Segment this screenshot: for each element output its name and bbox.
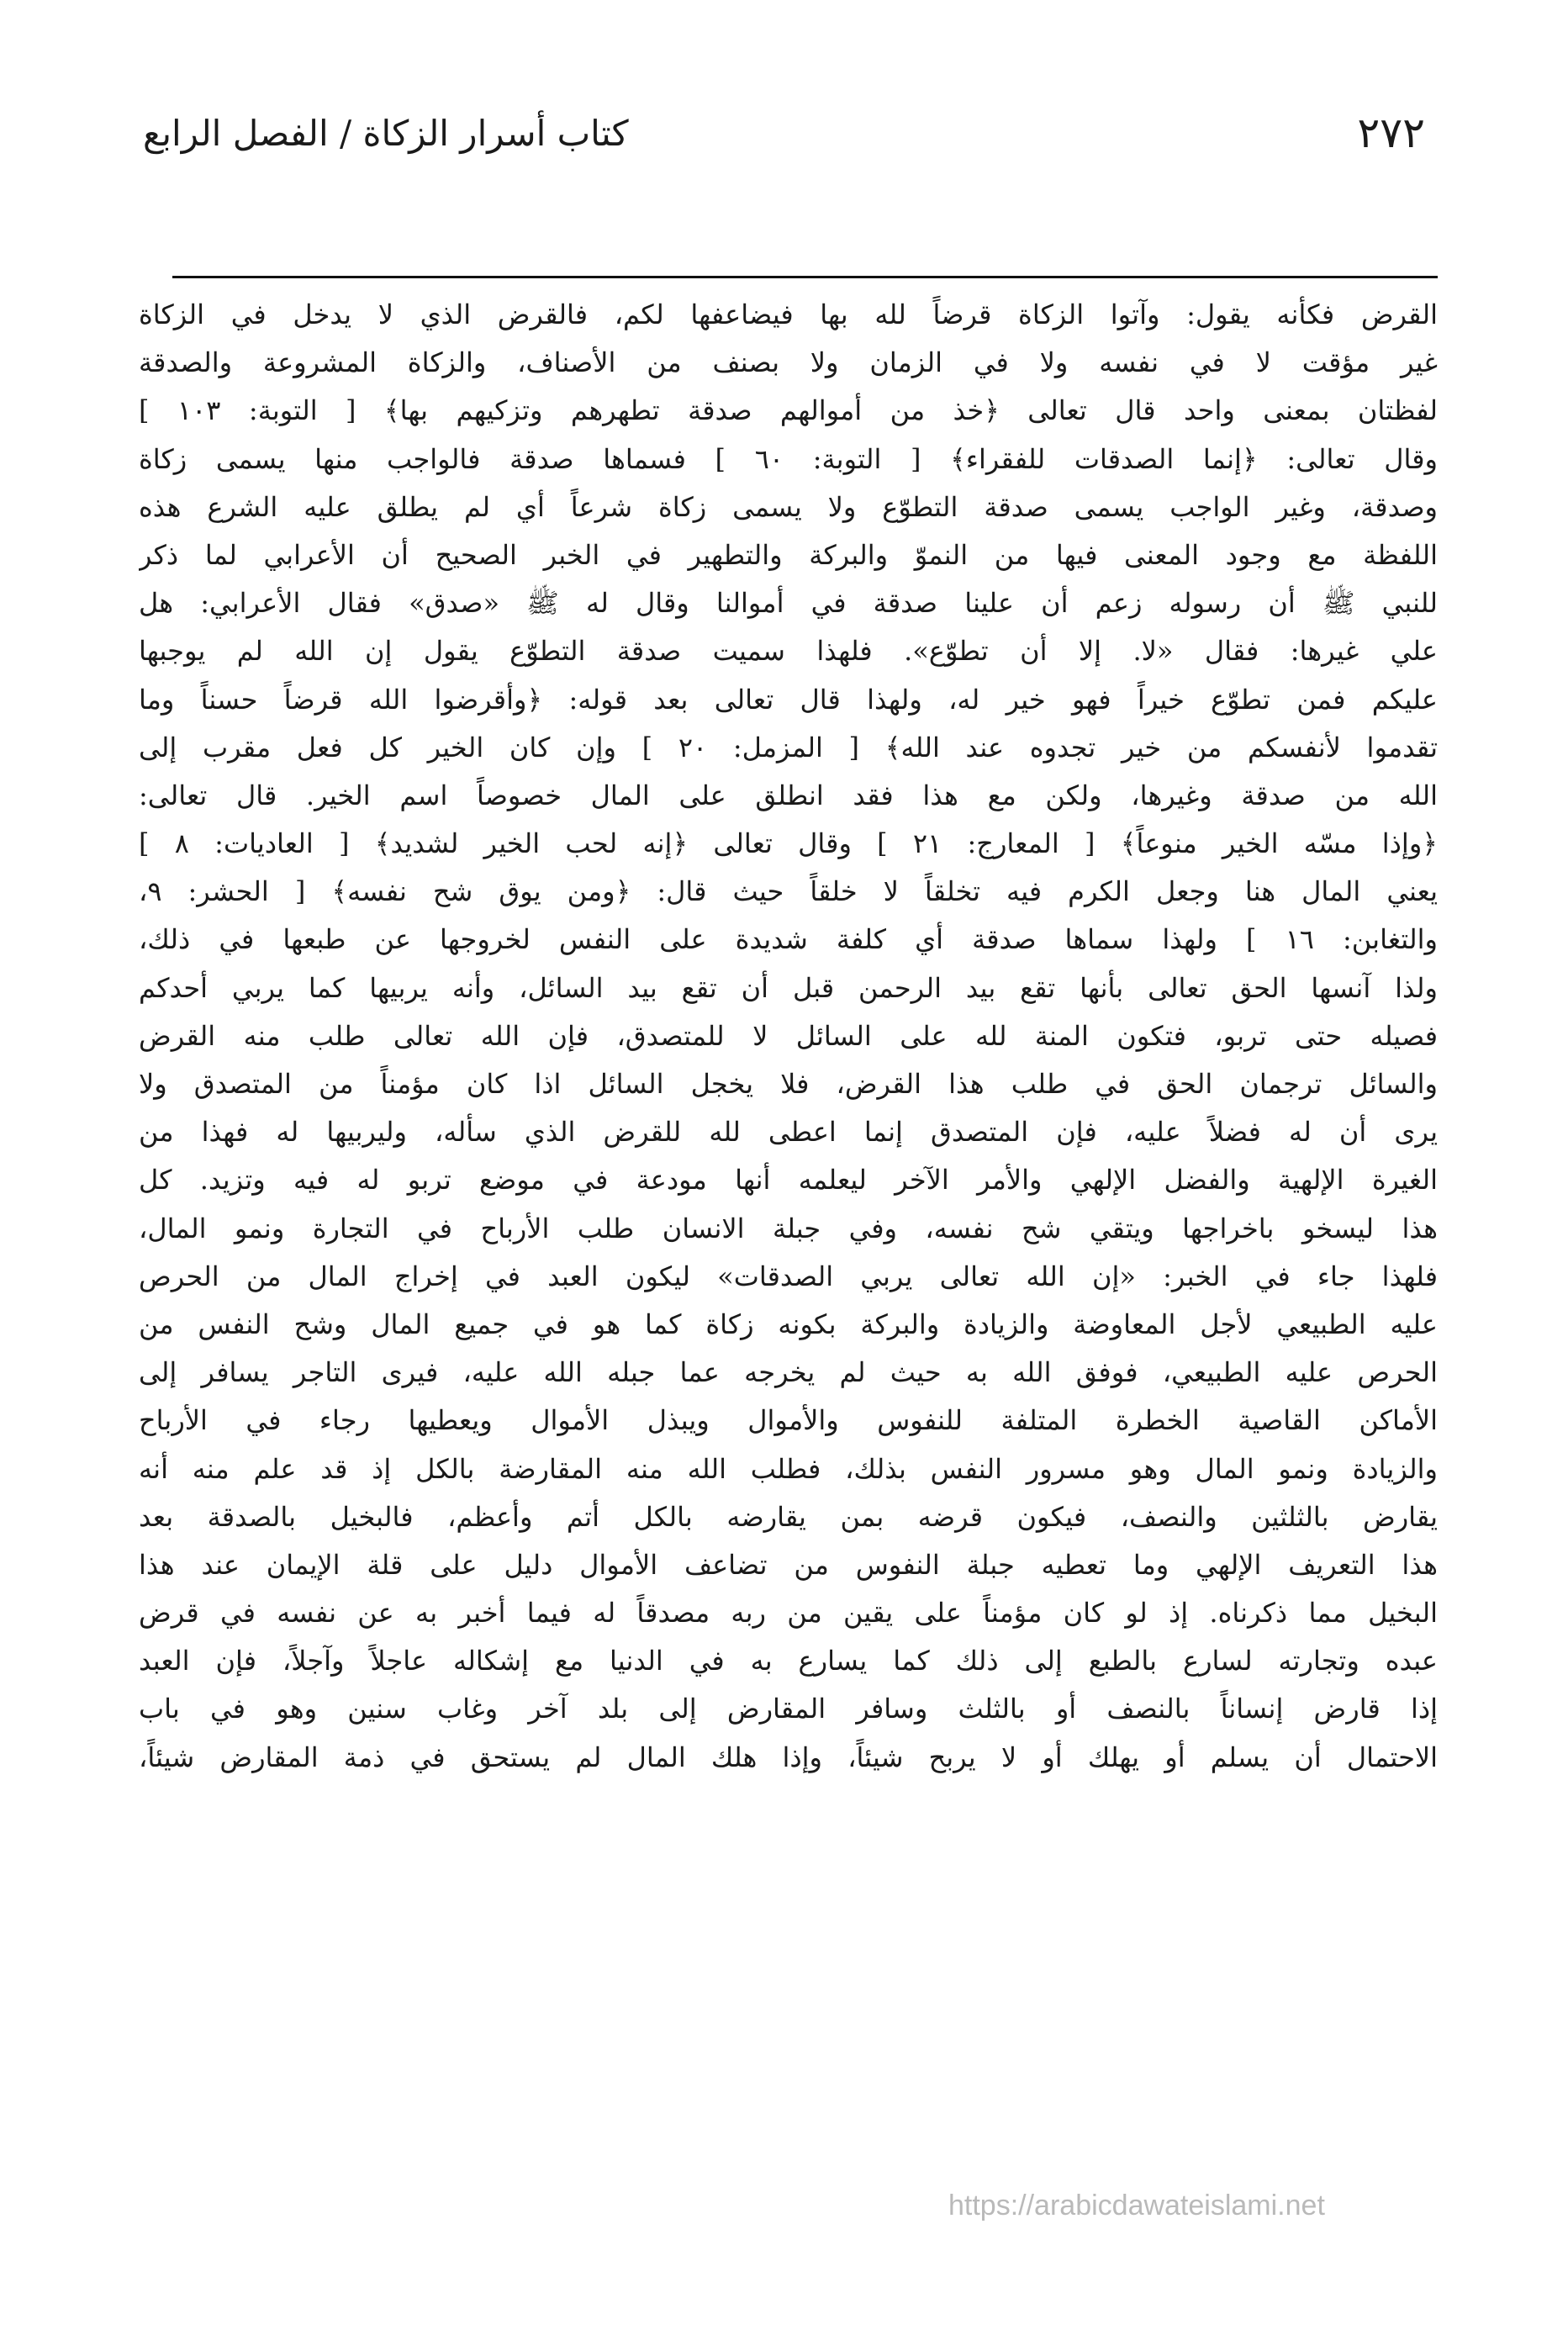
text-line: هذا ليسخو باخراجها ويتقي شح نفسه، وفي جبلة الانسان طلب الأرباح في التجارة ونمو المال، — [139, 1212, 1438, 1244]
text-line: ﴿وإذا مسّه الخير منوعاً﴾ [ المعارج: ٢١ ] وقال تعالى ﴿إنه لحب الخير لشديد﴾ [ العاديات: ٨ ] — [139, 827, 1438, 860]
text-line: وقال تعالى: ﴿إنما الصدقات للفقراء﴾ [ التوبة: ٦٠ ] فسماها صدقة فالواجب منها يسمى زكاة — [139, 442, 1438, 475]
text-line: والتغابن: ١٦ ] ولهذا سماها صدقة أي كلفة شديدة على النفس لخروجها عن طبعها في ذلك، — [139, 923, 1438, 956]
text-line: يرى أن له فضلاً عليه، فإن المتصدق إنما اعطى لله للقرض الذي سأله، وليربيها له فهذا من — [139, 1116, 1438, 1149]
text-line: إذا قارض إنساناً بالنصف أو بالثلث وسافر المقارض إلى بلد آخر وغاب سنين وهو في باب — [139, 1693, 1438, 1725]
text-line: تقدموا لأنفسكم من خير تجدوه عند الله﴾ [ المزمل: ٢٠ ] وإن كان الخير كل فعل مقرب إلى — [139, 731, 1438, 763]
text-line: الاحتمال أن يسلم أو يهلك أو لا يربح شيئاً، وإذا هلك المال لم يستحق في ذمة المقارض شيئاً، — [139, 1741, 1438, 1773]
running-title: كتاب أسرار الزكاة / الفصل الرابع — [143, 112, 629, 154]
text-line: يقارض بالثلثين والنصف، فيكون قرضه بمن يقارضه بالكل أتم وأعظم، فالبخيل بالصدقة بعد — [139, 1500, 1438, 1533]
text-line: القرض فكأنه يقول: وآتوا الزكاة قرضاً لله بها فيضاعفها لكم، فالقرض الذي لا يدخل في الزكاة — [139, 298, 1438, 330]
watermark-url: https://arabicdawateislami.net — [948, 2190, 1325, 2221]
text-line: فصيله حتى تربو، فتكون المنة لله على السائل لا للمتصدق، فإن الله تعالى طلب منه القرض — [139, 1019, 1438, 1052]
text-line: والسائل ترجمان الحق في طلب هذا القرض، فلا يخجل السائل اذا كان مؤمناً من المتصدق ولا — [139, 1068, 1438, 1100]
page-number: ٢٧٢ — [1357, 108, 1425, 157]
text-line: وصدقة، وغير الواجب يسمى صدقة التطوّع ولا يسمى زكاة شرعاً أي لم يطلق عليه الشرع هذه — [139, 490, 1438, 523]
text-line: ولذا آنسها الحق تعالى بأنها تقع بيد الرحمن قبل أن تقع بيد السائل، وأنه يربيها كما يربي أحدكم — [139, 971, 1438, 1004]
text-line: عليه الطبيعي لأجل المعاوضة والزيادة والبركة بكونه زكاة كما هو في جميع المال وشح النفس من — [139, 1307, 1438, 1340]
text-line: عبده وتجارته لسارع بالطبع إلى ذلك كما يسارع به في الدنيا مع إشكاله عاجلاً وآجلاً، فإن العبد — [139, 1645, 1438, 1677]
text-line: يعني المال هنا وجعل الكرم فيه تخلقاً لا خلقاً حيث قال: ﴿ومن يوق شح نفسه﴾ [ الحشر: ٩، — [139, 875, 1438, 908]
text-line: لفظتان بمعنى واحد قال تعالى ﴿خذ من أموالهم صدقة تطهرهم وتزكيهم بها﴾ [ التوبة: ١٠٣ ] — [139, 394, 1438, 427]
text-line: غير مؤقت لا في نفسه ولا في الزمان ولا بصنف من الأصناف، والزكاة المشروعة والصدقة — [139, 346, 1438, 379]
body-text — [139, 291, 1438, 1782]
text-line: هذا التعريف الإلهي وما تعطيه جبلة النفوس من تضاعف الأموال دليل على قلة الإيمان عند هذا — [139, 1548, 1438, 1581]
text-line: الأماكن القاصية الخطرة المتلفة للنفوس والأموال ويبذل الأموال ويعطيها رجاء في الأرباح — [139, 1404, 1438, 1437]
header-rule — [172, 276, 1438, 278]
text-line: للنبي ﷺ أن رسوله زعم أن علينا صدقة في أموالنا وقال له ﷺ «صدق» فقال الأعرابي: هل — [139, 587, 1438, 620]
text-line: والزيادة ونمو المال وهو مسرور النفس بذلك، فطلب الله منه المقارضة بالكل إذ قد علم منه أنه — [139, 1452, 1438, 1485]
text-line: علي غيرها: فقال «لا. إلا أن تطوّع». فلهذا سميت صدقة التطوّع يقول إن الله لم يوجبها — [139, 635, 1438, 668]
text-line: فلهذا جاء في الخبر: «إن الله تعالى يربي الصدقات» ليكون العبد في إخراج المال من الحرص — [139, 1260, 1438, 1292]
text-line: الله من صدقة وغيرها، ولكن مع هذا فقد انطلق على المال خصوصاً اسم الخير. قال تعالى: — [139, 779, 1438, 811]
text-line: اللفظة مع وجود المعنى فيها من النموّ والبركة والتطهير في الخبر الصحيح أن الأعرابي لما ذكر — [139, 538, 1438, 571]
text-line: عليكم فمن تطوّع خيراً فهو خير له، ولهذا قال تعالى بعد قوله: ﴿وأقرضوا الله قرضاً حسناً وما — [139, 683, 1438, 716]
page-header — [143, 99, 1425, 166]
text-line: الغيرة الإلهية والفضل الإلهي والأمر الآخر ليعلمه أنها مودعة في موضع تربو له فيه وتزيد. كل — [139, 1164, 1438, 1197]
text-line: البخيل مما ذكرناه. إذ لو كان مؤمناً على يقين من ربه مصدقاً له فيما أخبر به عن نفسه في قرض — [139, 1597, 1438, 1630]
text-line: الحرص عليه الطبيعي، فوفق الله به حيث لم يخرجه عما جبله الله عليه، فيرى التاجر يسافر إلى — [139, 1356, 1438, 1389]
